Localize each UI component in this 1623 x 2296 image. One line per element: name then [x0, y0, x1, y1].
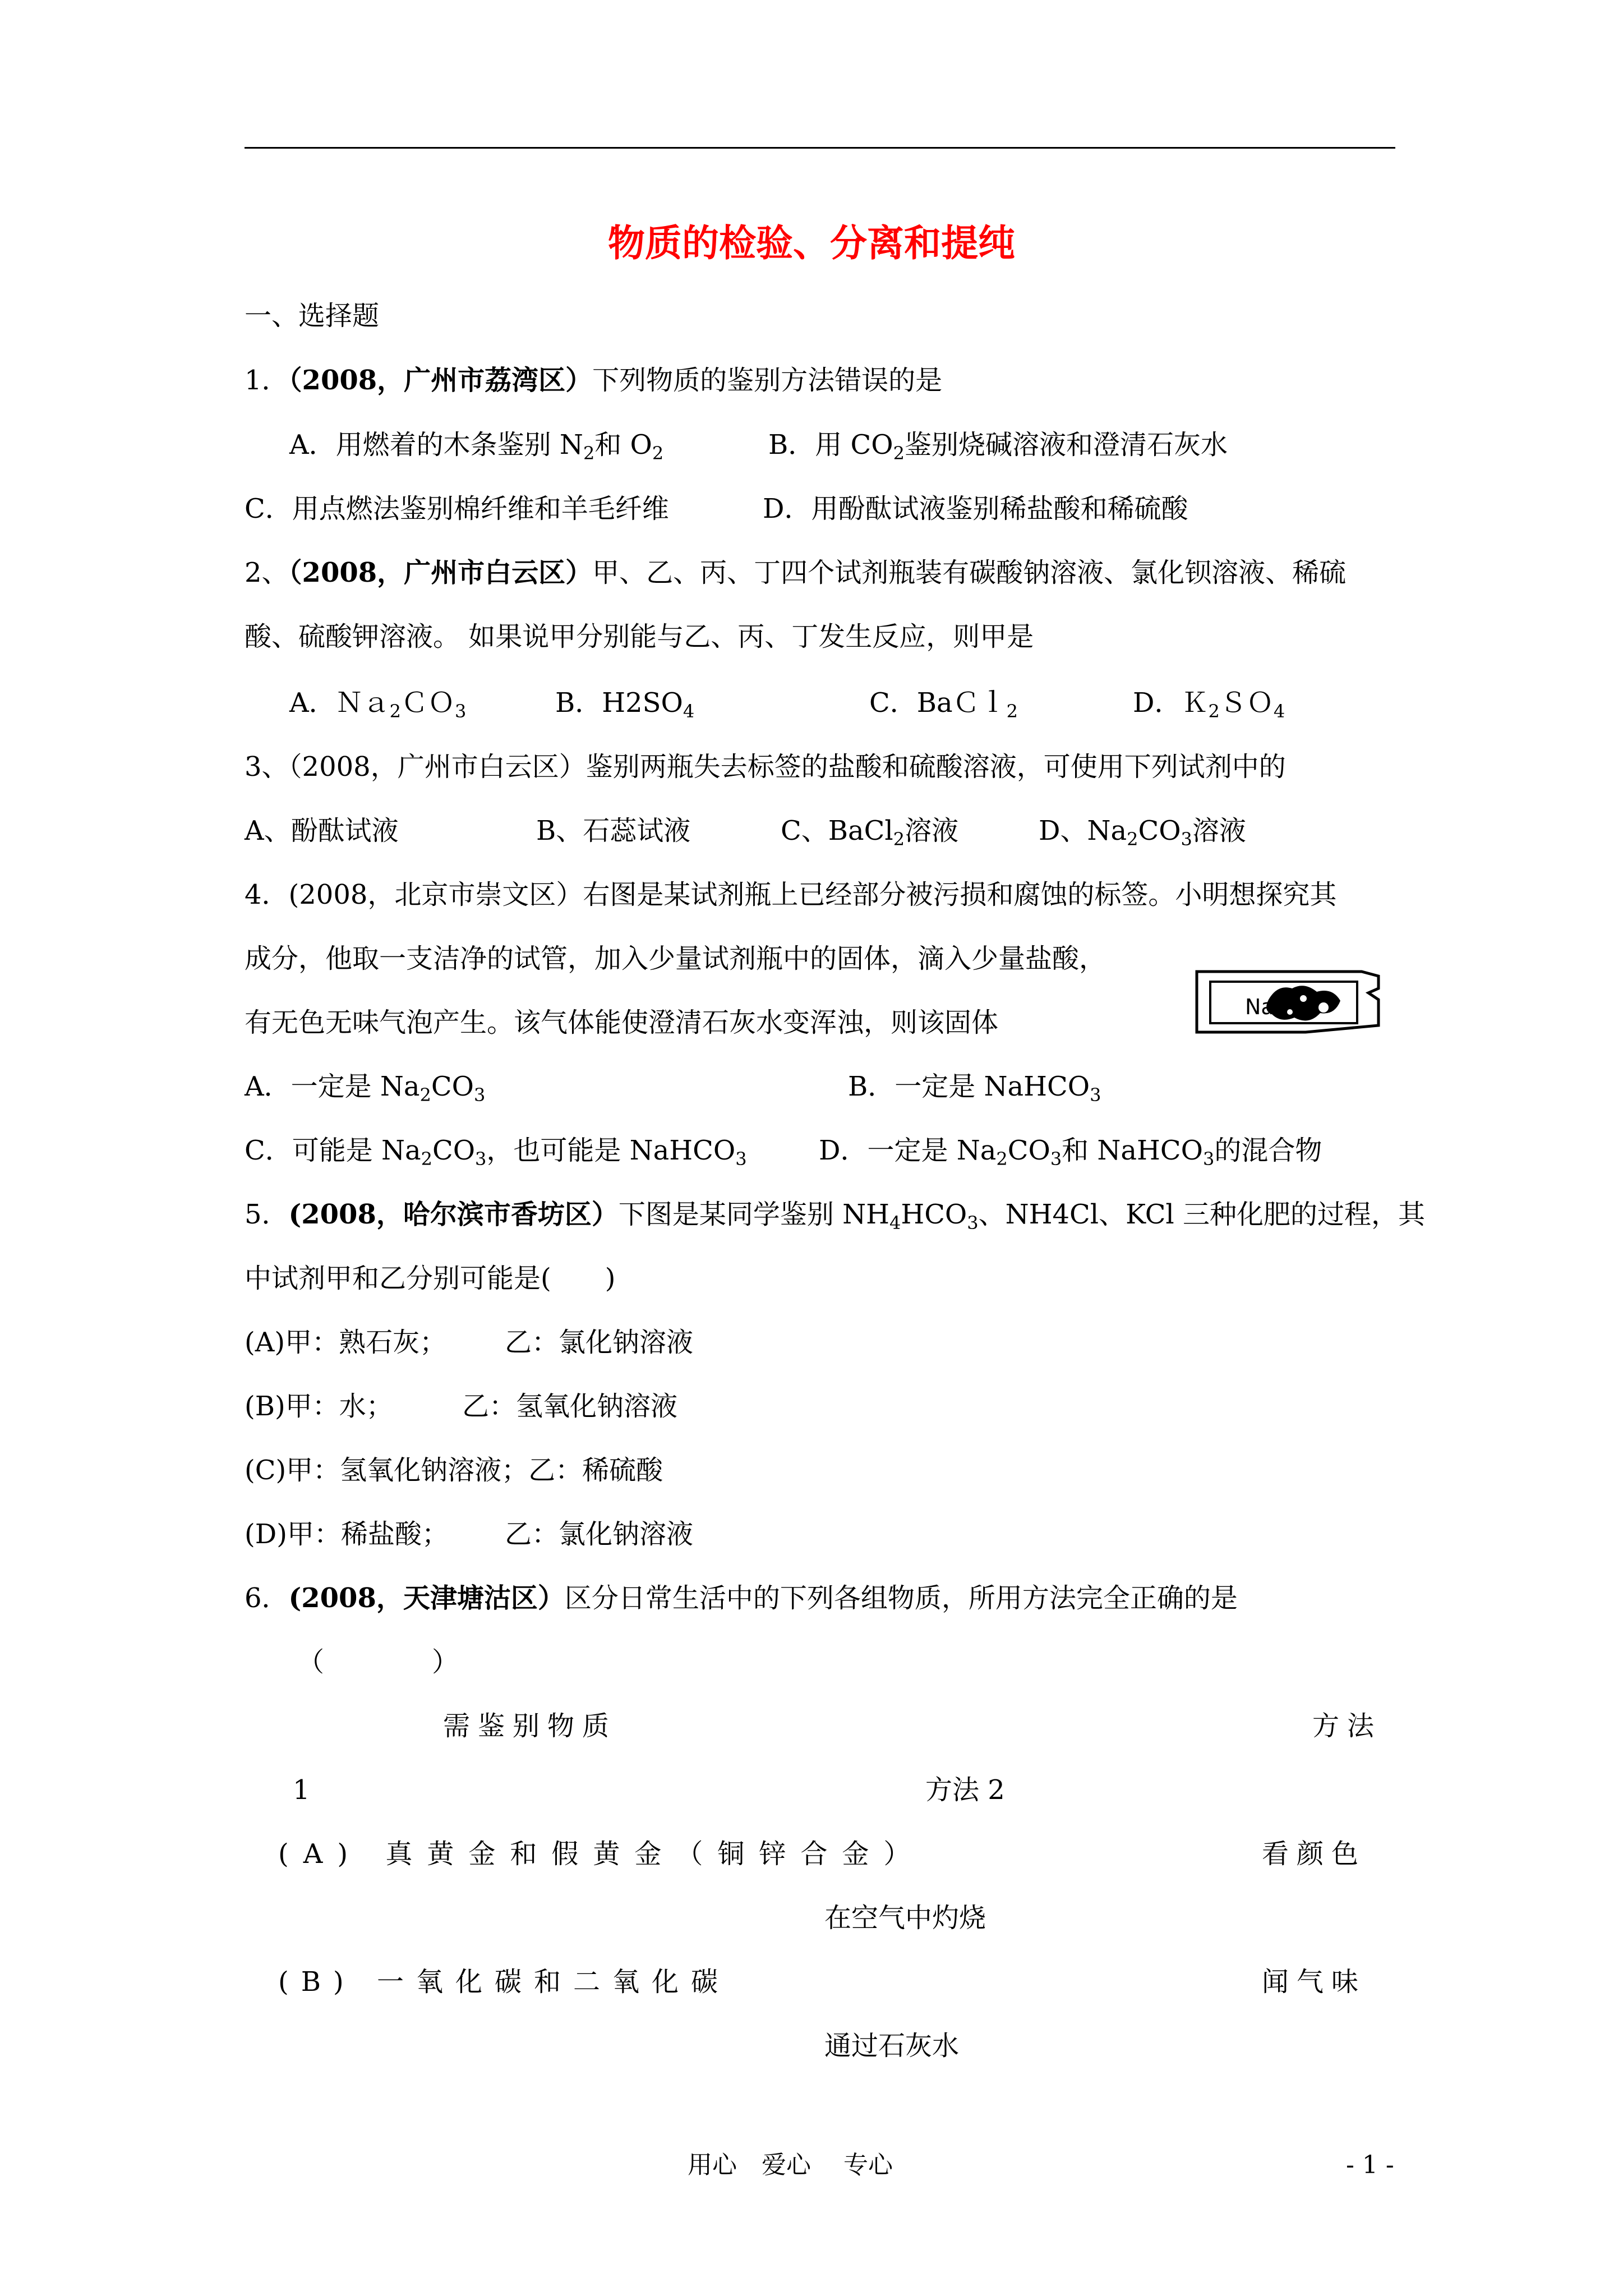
- q6-table-header-method2: 方法 2: [925, 1774, 1005, 1806]
- page-title: 物质的检验、分离和提纯: [608, 221, 1015, 265]
- q6-table-header-method1-num: 1: [293, 1774, 310, 1806]
- q3-option-c: C、BaCl$_2$溶液: [781, 815, 959, 850]
- q4-option-a: A．一定是 $Na_2CO_3$: [245, 1071, 486, 1106]
- q5-option-d-yi: 乙：氯化钠溶液: [505, 1519, 694, 1550]
- q5-option-a-yi: 乙：氯化钠溶液: [505, 1327, 694, 1358]
- question-2-stem: 2、（2008，广州市白云区）甲、乙、丙、丁四个试剂瓶装有碳酸钠溶液、氯化钡溶液、稀硫: [245, 557, 1347, 588]
- q6-row-b-method1: 闻气味: [1262, 1966, 1367, 1998]
- q6-table-header-method1: 方法: [1312, 1710, 1382, 1742]
- q2-option-b: B．$H2SO_4$: [555, 687, 695, 722]
- q6-row-b-item: (B) 一氧化碳和二氧化碳: [278, 1966, 730, 1998]
- question-4-stem-cont2: 有无色无味气泡产生。该气体能使澄清石灰水变浑浊，则该固体: [245, 1007, 999, 1038]
- page-number: - 1 -: [1346, 2151, 1394, 2179]
- q4-option-b: B．一定是 NaHCO$_3$: [848, 1071, 1101, 1106]
- q3-option-d: D、$Na_2CO_3$溶液: [1039, 815, 1246, 850]
- question-1-stem: 1．（2008，广州市荔湾区）下列物质的鉴别方法错误的是: [245, 365, 943, 396]
- damaged-reagent-label-image: [1193, 959, 1382, 1043]
- question-5-stem-cont: 中试剂甲和乙分别可能是( ): [245, 1263, 616, 1294]
- q5-option-d-jia: (D)甲：稀盐酸；: [245, 1519, 449, 1550]
- q6-table-header-item: 需鉴别物质: [443, 1710, 617, 1742]
- q4-option-d: D．一定是 $Na_2CO_3$和 NaHCO$_3$的混合物: [819, 1135, 1322, 1170]
- q2-option-c: C．BaＣｌ$_2$: [869, 687, 1018, 722]
- question-4-stem-cont: 成分，他取一支洁净的试管，加入少量试剂瓶中的固体，滴入少量盐酸，: [245, 943, 1106, 974]
- q6-row-a-method2: 在空气中灼烧: [824, 1902, 986, 1934]
- q1-option-b: B．用 $CO_2$鉴别烧碱溶液和澄清石灰水: [768, 429, 1228, 464]
- q6-answer-paren: （ ）: [297, 1646, 459, 1678]
- q6-row-b-method2: 通过石灰水: [824, 2030, 960, 2062]
- header-rule: [245, 147, 1395, 149]
- section-heading: 一、选择题: [245, 300, 380, 332]
- q3-option-a: A、酚酞试液: [245, 815, 399, 846]
- footer-slogan: 用心 爱心 专心: [688, 2151, 893, 2179]
- q5-option-b-jia: (B)甲：水；: [245, 1391, 393, 1422]
- question-6-stem: 6．(2008，天津塘沽区）区分日常生活中的下列各组物质，所用方法完全正确的是: [245, 1582, 1238, 1614]
- q2-option-d: D．Ｋ$_2$ＳＯ$_4$: [1133, 687, 1285, 722]
- q6-row-a-method1: 看颜色: [1262, 1838, 1367, 1870]
- q5-option-c: (C)甲：氢氧化钠溶液；乙：稀硫酸: [245, 1455, 663, 1486]
- q5-option-a-jia: (A)甲：熟石灰；: [245, 1327, 447, 1358]
- question-4-stem: 4．(2008，北京市崇文区）右图是某试剂瓶上已经部分被污损和腐蚀的标签。小明想探究其: [245, 879, 1337, 910]
- q1-option-a: A．用燃着的木条鉴别 $N_2$和 $O_2$: [289, 429, 664, 464]
- label-partial-text: Na: [1245, 995, 1274, 1019]
- q1-option-c: C．用点燃法鉴别棉纤维和羊毛纤维: [245, 493, 669, 524]
- question-3-stem: 3、（2008，广州市白云区）鉴别两瓶失去标签的盐酸和硫酸溶液，可使用下列试剂中的: [245, 751, 1286, 783]
- q2-option-a: A．Ｎａ$_2$ＣＯ$_3$: [289, 687, 467, 722]
- q6-row-a-item: (A) 真黄金和假黄金（铜锌合金）: [278, 1838, 925, 1870]
- q4-option-c: C．可能是 $Na_2CO_3$，也可能是 NaHCO$_3$: [245, 1135, 747, 1170]
- q1-option-d: D．用酚酞试液鉴别稀盐酸和稀硫酸: [763, 493, 1188, 524]
- q3-option-b: B、石蕊试液: [536, 815, 691, 846]
- q5-option-b-yi: 乙：氢氧化钠溶液: [462, 1391, 678, 1422]
- question-2-stem-cont: 酸、硫酸钾溶液。 如果说甲分别能与乙、丙、丁发生反应，则甲是: [245, 621, 1034, 652]
- question-5-stem: 5．(2008，哈尔滨市香坊区）下图是某同学鉴别 $NH_4HCO_3$、NH4Cl、KCl 三种化肥的过程，其: [245, 1199, 1426, 1234]
